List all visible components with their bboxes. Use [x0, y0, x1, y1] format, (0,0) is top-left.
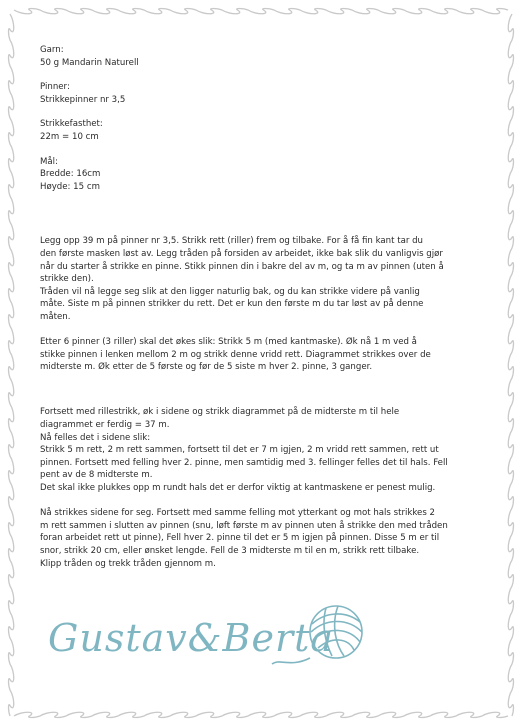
needles-label: Pinner:: [40, 82, 70, 93]
yarn-info: [40, 44, 480, 69]
yarn-value: 50 g Mandarin Naturell: [40, 57, 139, 68]
size-label: Mål:: [40, 156, 58, 167]
size-info: [40, 156, 480, 194]
needles-info: [40, 81, 480, 106]
brand-logo: [40, 598, 370, 688]
paragraph-finish: Nå strikkes sidene for seg. Fortsett med samme felling mot ytterkant og mot hals strikkes 2 m rett sammen i slutten av pinnen (snu, løft første m av pinnen uten å strikke den med tråden foran arbeidet rett ut pinne), Fell hver 2. pinne til det er 5 m igjen på pinnen. Disse 5 m er til snor, strikk 20 cm, eller ønsket lengde. Fell de 3 midterste m til en m, strikk rett tilbake. Klipp tråden og trekk tråden gjennom m.: [40, 508, 448, 569]
paragraph-decrease: Fortsett med rillestrikk, øk i sidene og strikk diagrammet på de midterste m til hele diagrammet er ferdig = 37 m. Nå felles det i sidene slik: Strikk 5 m rett, 2 m rett sammen, fortsett til det er 7 m igjen, 2 m vridd rett sammen, rett ut pinnen. Fortsett med felling hver 2. pinne, men samtidig med 3. fellinger felles det til hals. Fell pent av de 8 midterste m. Det skal ikke plukkes opp m rundt hals det er derfor viktig at kantmaskene er penest mulig.: [40, 407, 448, 494]
needles-value: Strikkepinner nr 3,5: [40, 94, 126, 105]
gauge-value: 22m = 10 cm: [40, 131, 99, 142]
yarn-label: Garn:: [40, 45, 64, 55]
yarn-ball-icon: [40, 598, 370, 688]
paragraph-cast-on: Legg opp 39 m på pinner nr 3,5. Strikk rett (riller) frem og tilbake. For å få fin kant tar du den første masken løst av. Legg tråden på forsiden av arbeidet, ikke bak slik du vanligvis gjør når du starter å strikke en pinne. Stikk pinnen din i bakre del av m, og ta m av pinnen (uten å strikke den). Tråden vil nå legge seg slik at den ligger naturlig bak, og du kan strikke videre på vanlig måte. Siste m på pinnen strikker du rett. Det er kun den første m du tar løst av på denne måten.: [40, 236, 444, 322]
height-value: Høyde: 15 cm: [40, 181, 100, 192]
paragraph-increase: Etter 6 pinner (3 riller) skal det økes slik: Strikk 5 m (med kantmaske). Øk nå 1 m ved å stikke pinnen i lenken mellom 2 m og strikk denne vridd rett. Diagrammet strikkes over de midterste m. Øk etter de 5 første og før de 5 siste m hver 2. pinne, 3 ganger.: [40, 337, 431, 373]
brand-logo-text: Gustav&Berta: [48, 616, 335, 660]
width-value: Bredde: 16cm: [40, 169, 101, 180]
gauge-label: Strikkefasthet:: [40, 119, 103, 130]
gauge-info: [40, 118, 480, 143]
pattern-text: [40, 44, 480, 570]
